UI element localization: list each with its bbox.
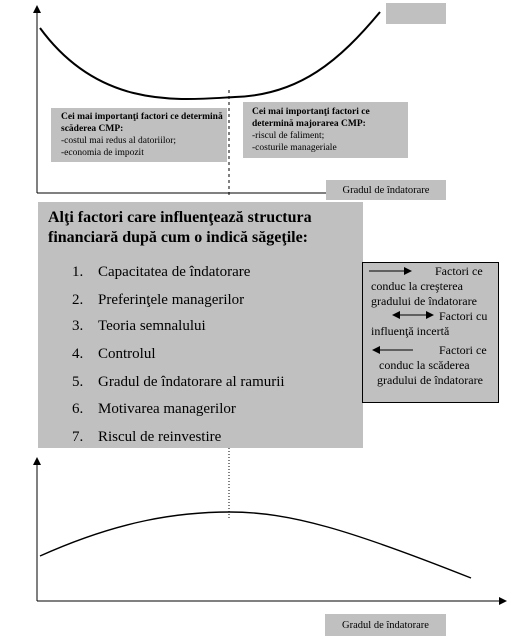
factor-item <box>72 346 156 363</box>
increase-cmp-heading: Cei mai importanţi factori ce determină majorarea CMP: <box>252 107 370 129</box>
legend-uncertain-line2: influenţă incertă <box>371 324 450 338</box>
factor-label: Gradul de îndatorare al ramurii <box>98 374 285 390</box>
factor-item <box>72 401 236 418</box>
decrease-cmp-box <box>51 108 227 162</box>
factor-number: 6. <box>72 401 84 417</box>
factor-item <box>72 318 206 335</box>
factor-number: 2. <box>72 292 84 308</box>
factor-number: 5. <box>72 374 84 390</box>
legend-tab <box>386 3 446 24</box>
legend-box <box>362 262 499 403</box>
factor-number: 4. <box>72 346 84 362</box>
legend-decrease-line2: conduc la scăderea <box>379 358 470 372</box>
factor-number: 1. <box>72 264 84 280</box>
decrease-cmp-line: -economia de impozit <box>61 148 144 158</box>
value-curve <box>40 512 471 578</box>
legend-decrease-line3: gradului de îndatorare <box>377 373 483 387</box>
factor-number: 3. <box>72 318 84 334</box>
cmp-curve <box>40 12 380 99</box>
factor-label: Capacitatea de îndatorare <box>98 264 251 280</box>
increase-cmp-line: -riscul de faliment; <box>252 131 325 141</box>
legend-increase-line1: Factori ce <box>435 264 483 278</box>
decrease-cmp-line: -costul mai redus al datoriilor; <box>61 136 177 146</box>
factor-label: Motivarea managerilor <box>98 401 236 417</box>
factors-panel <box>38 202 363 448</box>
factor-item <box>72 292 244 309</box>
factors-panel-title: Alţi factori care influenţează structura financiară după cum o indică săgeţile: <box>48 209 312 246</box>
factor-item <box>72 264 250 281</box>
factor-label: Preferinţele managerilor <box>98 292 245 308</box>
factor-label: Controlul <box>98 346 156 362</box>
increase-cmp-box <box>243 102 408 158</box>
increase-cmp-line: -costurile manageriale <box>252 143 337 153</box>
factor-number: 7. <box>72 429 84 445</box>
top-x-axis-label: Gradul de îndatorare <box>326 180 446 200</box>
factor-item <box>72 429 221 446</box>
bottom-x-axis-label: Gradul de îndatorare <box>325 614 446 636</box>
factor-label: Riscul de reinvestire <box>98 429 222 445</box>
factor-item <box>72 374 285 391</box>
legend-increase-line3: gradului de îndatorare <box>371 294 477 308</box>
decrease-cmp-heading: Cei mai importanţi factori ce determină scăderea CMP: <box>61 112 223 134</box>
legend-decrease-line1: Factori ce <box>439 343 487 357</box>
legend-uncertain-line1: Factori cu <box>439 309 488 323</box>
factor-label: Teoria semnalului <box>98 318 206 334</box>
legend-increase-line2: conduc la creşterea <box>371 279 463 293</box>
